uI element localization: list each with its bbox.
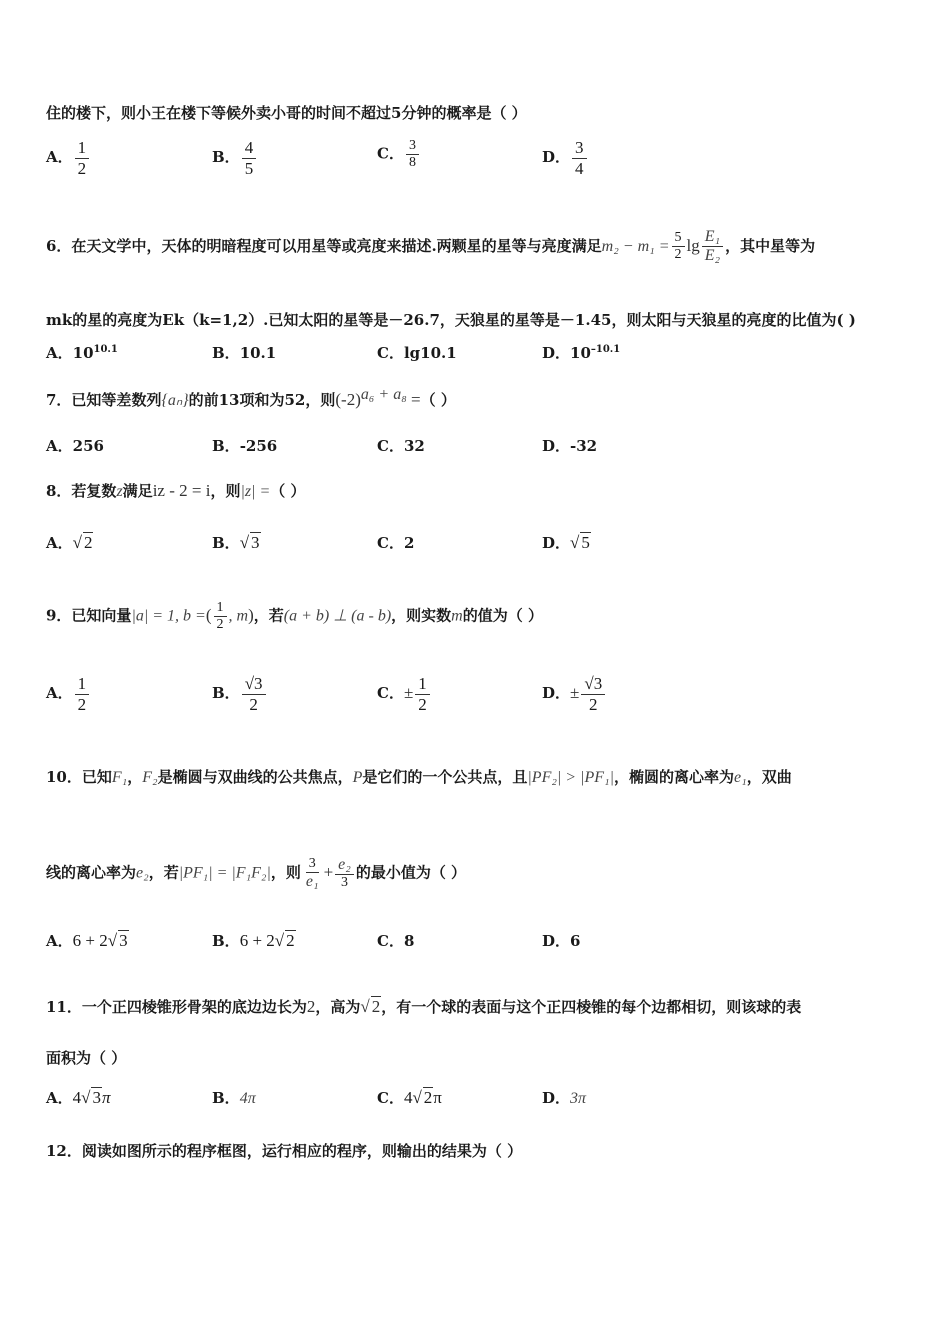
q8-option-b[interactable] [212,532,261,553]
q7-stem [46,386,910,410]
q9-stem-text-b: ，若 [253,606,284,625]
fraction [415,674,430,714]
q7-stem-text: 7．已知等差数列 [46,391,162,409]
q5-option-a[interactable] [46,138,91,178]
q7-expr-base: (-2) [335,390,361,409]
q8-stem-text: 8．若复数 [46,482,117,500]
frac-den: 3 [340,875,348,891]
option-label: C． [377,1089,404,1107]
radicand: 3 [92,1088,101,1107]
q10-stem-text-b: 是椭圆与双曲线的公共焦点， [157,768,353,786]
q6-options [46,342,866,382]
q10-f1: F₁ [111,769,128,786]
option-prefix: ± [570,683,580,703]
sqrt: √ 5 [570,533,590,552]
q7-option-d[interactable] [542,435,597,456]
q8-stem-text-b: 满足 [122,482,153,500]
q6-stem-line1 [46,228,910,266]
radicand: 2 [371,997,381,1016]
q10-stem-text-c: 是它们的一个公共点，且 [362,768,528,786]
radicand: 3 [251,533,260,552]
option-label: A． [46,534,73,552]
frac-den: 2 [674,247,682,263]
q9-stem-text: 9．已知向量 [46,606,132,625]
q9-stem [46,600,910,633]
q5-stem: 住的楼下，则小王在楼下等候外卖小哥的时间不超过5分钟的概率是（ ） [46,104,527,122]
option-pre: 6 + 2 [239,931,275,950]
option-post: π [101,1088,111,1107]
frac-den: 8 [408,155,416,171]
q9-stem-text-c: ，则实数 [391,606,452,625]
q6-stem-line2: mk的星的亮度为Ek（k=1,2）.已知太阳的星等是－26.7，天狼星的星等是－1.45，则太阳与天狼星的亮度的比值为( ) [46,311,856,329]
frac-num: 4 [242,138,257,159]
option-text: 3π [570,1090,587,1107]
q10-e2: e₂ [136,864,149,882]
radicand: 2 [83,533,93,552]
fraction [75,674,90,714]
frac-num: 5 [672,230,685,247]
frac-den: 2 [589,694,598,714]
q11-stem-line2: 面积为（ ） [46,1049,127,1067]
q9-paren-open: ( [205,605,212,625]
option-base: 10 [570,344,591,362]
q10-stem-text-d: ，椭圆的离心率为 [614,768,735,786]
q7-options [46,435,866,475]
q8-z: z [116,483,123,500]
fraction [406,138,419,171]
q11-stem-line1 [46,996,910,1017]
frac-num: 1 [214,600,227,617]
option-label: B． [212,684,240,703]
frac-den: 2 [249,694,258,714]
frac-num: 3 [306,856,319,873]
option-text: lg10.1 [403,344,457,362]
q8-option-d[interactable] [542,532,591,553]
q7-stem-text-b: 的前13项和为52，则 [188,391,336,409]
option-label: A． [46,1089,73,1107]
sqrt: √ 3 [239,533,260,552]
option-label: B． [212,344,240,362]
option-label: C． [377,344,404,362]
q9-vector-frac [214,600,227,633]
option-label: C． [377,144,404,163]
q11-options [46,1087,866,1127]
sqrt: √ 3 [81,1088,101,1107]
frac-den: 4 [575,158,584,178]
option-label: A． [46,932,73,950]
q9-perp-cond: (a + b) ⊥ (a - b) [283,607,392,625]
frac-den: 2 [77,694,87,714]
q5-options [46,138,866,178]
radicand: 3 [119,931,128,950]
q10-stem-line1 [46,766,910,787]
q8-stem-text-d: （ ） [270,482,306,500]
q6-formula-coef [672,230,685,263]
option-pre: 4 [403,1088,413,1107]
sqrt: √ 3 [107,931,128,950]
frac-num: √3 [242,674,266,695]
sqrt: √ 2 [412,1088,433,1107]
frac-num: e₂ [335,856,354,875]
q10-e1: e₁ [734,769,747,786]
option-label: B． [212,1089,240,1107]
q10-f2: F₂ [142,769,158,786]
q6-formula-ratio [702,228,723,266]
q7-expr-exponent: a₆ + a₈ [360,386,407,403]
option-text: 8 [403,932,415,950]
q8-option-a[interactable] [46,532,93,553]
q5-option-b[interactable] [212,138,258,178]
q5-option-c[interactable] [377,138,421,171]
q10-plus: + [323,862,334,882]
q9-m: m [451,607,463,625]
q5-option-d[interactable] [542,138,589,178]
frac-num: 3 [406,138,419,155]
q11-stem-text-b: ，高为 [315,998,361,1016]
option-label: D． [542,534,571,552]
option-label: B． [212,534,240,552]
q9-vector-m: , m [228,607,249,625]
option-label: D． [542,148,571,167]
q7-option-c[interactable] [377,435,425,456]
frac-num: 3 [572,138,587,159]
q6-stem-text: 6．在天文学中，天体的明暗程度可以用星等或亮度来描述.两颗星的星等与亮度满足 [46,236,602,255]
q9-option-d[interactable] [542,674,607,714]
q7-expr-eq: = [406,390,421,409]
q6-formula-lg: lg [686,235,700,255]
q10-option-d[interactable] [542,930,580,951]
q10-frac-a [303,856,322,891]
fraction [75,138,90,178]
q11-height: √ 2 [360,997,381,1016]
q8-option-c[interactable] [377,532,414,553]
q10-options [46,930,866,970]
option-label: D． [542,437,571,455]
q8-options [46,532,866,572]
q11-option-c[interactable] [377,1087,442,1108]
q6-option-c[interactable] [377,342,457,363]
option-label: C． [377,932,404,950]
q11-option-d[interactable] [542,1087,586,1108]
frac-num: √3 [581,674,605,695]
radicand: 2 [423,1088,433,1107]
frac-den: 2 [216,617,224,633]
sqrt: √ 2 [72,533,93,552]
sqrt: √ 2 [274,931,295,950]
q7-sequence: {aₙ} [161,392,189,409]
q9-option-c[interactable] [377,674,432,714]
q10-stem-text-e: ，双曲 [746,768,792,786]
q9-option-a[interactable] [46,674,91,714]
frac-num: 1 [415,674,430,695]
q9-stem-text-d: 的值为（ ） [462,606,543,625]
option-exponent: 10.1 [93,344,118,355]
option-text: -256 [239,437,278,455]
q11-stem-text: 11．一个正四棱锥形骨架的底边边长为 [46,998,307,1016]
option-pre: 6 + 2 [72,931,108,950]
q10-stem-text-i: 的最小值为（ ） [355,863,467,882]
fraction [572,138,587,178]
option-label: D． [542,932,571,950]
frac-den: 2 [418,694,427,714]
q9-vector-cond: |a| = 1, b = [131,607,206,625]
option-text: 10.1 [239,344,277,362]
q8-stem [46,480,910,501]
option-post: π [433,1088,442,1107]
option-text: 256 [72,437,104,455]
radicand: 5 [581,533,590,552]
fraction [581,674,605,714]
option-text: 6 [570,932,581,950]
frac-den: 2 [77,158,87,178]
option-label: A． [46,148,73,167]
q11-side: 2 [306,997,316,1016]
q6-option-a[interactable] [46,342,118,363]
option-label: C． [377,534,404,552]
q10-option-b[interactable] [212,930,296,951]
q6-option-b[interactable] [212,342,276,363]
option-text: 2 [403,534,415,552]
q10-sep: ， [127,768,143,786]
option-text: 32 [403,437,425,455]
frac-num: 1 [75,674,90,695]
option-label: A． [46,344,73,362]
q10-p: P [352,769,363,786]
q10-stem-line2 [46,856,910,891]
option-base: 10 [72,344,94,362]
q6-option-d[interactable] [542,342,620,363]
option-text: -32 [570,437,598,455]
frac-num: 1 [75,138,90,159]
q7-option-a[interactable] [46,435,104,456]
q6-stem-text-b: ，其中星等为 [725,236,816,255]
option-label: D． [542,344,571,362]
q11-option-a[interactable] [46,1087,111,1108]
option-prefix: ± [403,683,414,703]
frac-den: 5 [244,158,254,178]
q10-equation: |PF₁| = |F₁F₂| [178,864,271,882]
option-text: 4π [239,1090,256,1107]
option-label: B． [212,932,240,950]
option-label: C． [377,684,404,703]
q10-stem-text-f: 线的离心率为 [46,863,137,882]
q7-stem-text-c: （ ） [420,391,456,409]
frac-den: e₁ [305,873,319,891]
option-label: A． [46,684,73,703]
option-label: C． [377,437,404,455]
fraction [242,138,257,178]
q11-option-b[interactable] [212,1087,256,1108]
q10-stem-text-g: ，若 [148,863,179,882]
frac-den: E₂ [704,247,721,265]
option-label: D． [542,1089,571,1107]
q9-options [46,674,866,714]
option-label: D． [542,684,571,703]
q10-stem-text: 10．已知 [46,768,112,786]
option-label: B． [212,437,240,455]
q8-condition: iz - 2 = i [152,481,211,500]
q6-formula-left: m₂ − m₁ = [601,237,670,255]
option-label: A． [46,437,73,455]
q10-stem-text-h: ，则 [270,863,301,882]
radicand: 2 [286,931,295,950]
q11-stem-text-c: ，有一个球的表面与这个正四棱锥的每个边都相切，则该球的表 [381,998,802,1016]
option-label: B． [212,148,240,167]
q10-option-a[interactable] [46,930,129,951]
fraction [242,674,266,714]
option-exponent: –10.1 [590,344,621,355]
q10-option-c[interactable] [377,930,414,951]
q9-paren-close: ) [248,605,254,625]
q8-abs-z: |z| = [240,483,271,500]
q12-stem: 12．阅读如图所示的程序框图，运行相应的程序，则输出的结果为（ ） [46,1142,523,1160]
frac-num: E₁ [702,228,723,247]
q10-inequality: |PF₂| > |PF₁| [527,769,614,786]
q10-frac-b [335,856,354,891]
q9-option-b[interactable] [212,674,268,714]
q7-option-b[interactable] [212,435,277,456]
option-pre: 4 [72,1088,82,1107]
q8-stem-text-c: ，则 [210,482,241,500]
